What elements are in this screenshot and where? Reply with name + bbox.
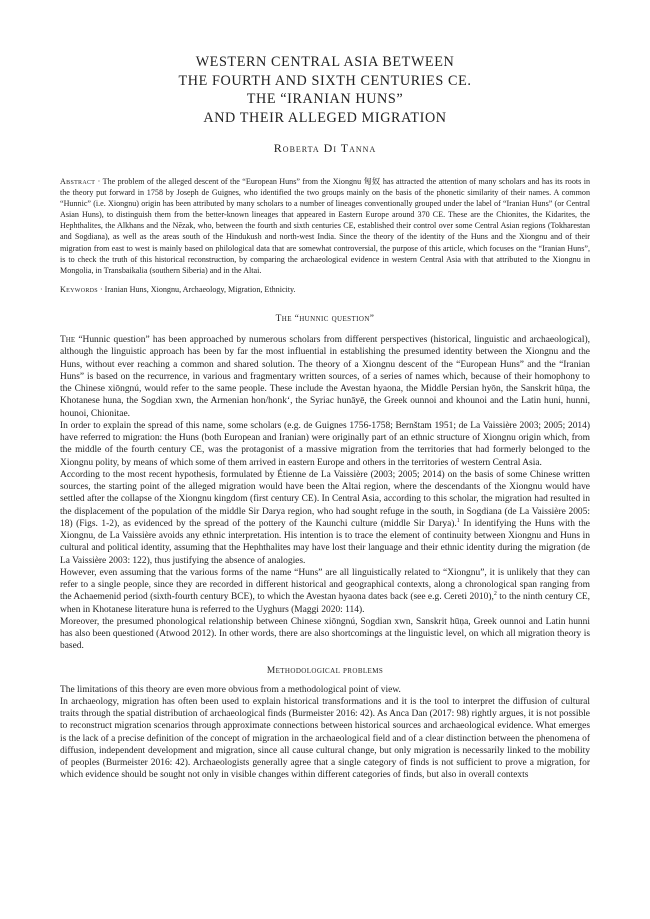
paragraph (60, 567, 590, 616)
author-name: Roberta Di Tanna (273, 141, 377, 155)
article-title-block (60, 0, 590, 156)
section-heading-hunnic-question: The “hunnic question” (275, 314, 375, 325)
paragraph-text: According to the most recent hypothesis, formulated by Étienne de La Vaissière (2003; 2005; 2014) on the basis of some Chinese written sources, the starting point of the alleged migration would have been the Altai region, where the descendants of the Xiongnu would have settled after the collapse of the Xiongnu kingdom (first century CE). In Central Asia, according to this scholar, the migration had resulted in the displacement of the population of the middle Sir Darya region, who had sought refuge in the south, in Sogdiana (de La Vaissière 2005: 18) (Figs. 1-2), as evidenced by the spread of the pottery of the Kaunchi culture (middle Sir Darya). (60, 469, 590, 529)
title-line-3: THE “IRANIAN HUNS” (246, 91, 404, 107)
paragraph: In archaeology, migration has often been used to explain historical transformations and it is the tool to interpret the diffusion of cultural traits through the spatial distribution of archaeological finds (Burmeister 2016: 42). As Anca Dan (2017: 98) rightly argues, it is not possible to reconstruct migration scenarios through approximate connections between historical sources and archaeological evidence. What emerges is the lack of a precise definition of the concept of migration in the archaeological field and of a clear distinction between the phenomena of diffusion, independent development and migration, since all cause cultural change, but only migration is necessarily linked to the mobility of peoples (Burmeister 2016: 42). Archaeologists generally agree that a single category of finds is not sufficient to prove a migration, for which evidence should be sought not only in visible changes within different categories of finds, but also in overall contexts (60, 696, 590, 781)
paragraph (60, 469, 590, 567)
abstract (60, 176, 590, 276)
paragraph-text: “Hunnic question” has been approached by numerous scholars from different perspectives (historical, linguistic and archaeological), although the linguistic approach has been by far the most influential in establishing the presumed identity between the Xiongnu and the Huns, without ever reaching a common and shared solution. The theory of a Xiongnu descent of the “European Huns” and the “Iranian Huns” is based on the recurrence, in various and fragmentary written sources, of a series of names which, because of their homophony to the Chinese xiōngnú, would refer to the same people. These include the Avestan hyaona, the Middle Persian hyōn, the Sanskrit hūṇa, the Khotanese huna, the Sogdian xwn, the Armenian hon/honkʻ, the Syriac hunāyē, the Greek ounnoi and khounoi and the Latin huni, hunni, hounoi, Chionitae. (60, 335, 590, 419)
footnote-marker[interactable]: 1 (456, 517, 460, 524)
paragraph: The limitations of this theory are even more obvious from a methodological point of view. (60, 684, 401, 695)
keywords-text: Iranian Huns, Xiongnu, Archaeology, Migration, Ethnicity. (104, 284, 296, 294)
paragraph-text: In identifying the Huns with the Xiongnu, de La Vaissière avoids any ethnic interpretation. His intention is to trace the element of continuity between Xiongnu and Huns in cultural and political identity, assuming that the Hephthalites may have lost their language and their ethnic identity during the migration (de La Vaissière 2003: 122), thus justifying the absence of analogies. (60, 518, 590, 566)
abstract-label: Abstract (60, 177, 96, 186)
title-line-4: AND THEIR ALLEGED MIGRATION (203, 109, 447, 126)
title-line-1: WESTERN CENTRAL ASIA BETWEEN (195, 54, 455, 70)
paragraph: Moreover, the presumed phonological relationship between Chinese xiōngnú, Sogdian xwn, Sanskrit hūṇa, Greek ounnoi and Latin hunni has also been questioned (Atwood 2012). In other words, there are also shortcomings at the linguistic level, on which all migration theory is based. (60, 616, 590, 652)
paragraph-text: to the ninth century CE, when in Khotanese literature huna is referred to the Uyghurs (Maggi 2020: 114). (60, 592, 590, 615)
keywords-label: Keywords (60, 284, 98, 294)
paragraph (60, 334, 590, 420)
keywords (60, 284, 590, 295)
title-line-2: THE FOURTH AND SIXTH CENTURIES CE. (178, 72, 472, 89)
paragraph-first-word: The (60, 335, 76, 346)
paragraph-text: However, even assuming that the various forms of the name “Huns” are all linguistically related to “Xiongnu”, it is unlikely that they can refer to a single people, since they are recorded in different historical and geographical contexts, along a chronological span ranging from the Achaemenid period (sixth-fourth century BCE), to which the Avestan hyaona dates back (see e.g. Cereti 2010), (60, 567, 590, 603)
paragraph: In order to explain the spread of this name, some scholars (e.g. de Guignes 1756-1758; Bernštam 1951; de La Vaissière 2003; 2005; 2014) have referred to migration: the Huns (both European and Iranian) were originally part of an ethnic structure of Xiongnu origin which, from the middle of the fourth century CE, was the protagonist of a massive migration from the territories that had formerly belonged to the Xiongnu polity, by means of which some of them arrived in eastern Europe and others in the territories of western Central Asia. (60, 420, 590, 468)
abstract-separator: · (95, 177, 103, 186)
footnote-marker[interactable]: 2 (493, 591, 497, 598)
section-heading-methodological-problems: Methodological problems (266, 665, 384, 676)
keywords-separator: · (97, 284, 105, 294)
abstract-text: The problem of the alleged descent of the “European Huns” from the Xiongnu 匈奴 has attracted the attention of many scholars and has its roots in the theory put forward in 1758 by Joseph de Guignes, who identified the two groups mainly on the basis of the phonetic similarity of their names. A common “Hunnic” (i.e. Xiongnu) origin has been attributed by many scholars to a number of lineages conventionally grouped under the label of “Iranian Huns” (or Central Asian Huns), to distinguish them from the better-known lineages that appeared in Eastern Europe around 370 CE. These are the Chionites, the Kidarites, the Hephthalites, the Alkhans and the Nēzak, who, between the fourth and sixth centuries CE, established their control over some Central Asian regions (Tokharestan and Sogdiana), as well as the areas south of the Hindukush and north-west India. Since the theory of the identity of the Huns and the Xiongnu and of their migration from east to west is mainly based on philological data that are somewhat controversial, the purpose of this article, which focuses on the “Iranian Huns”, is to check the truth of this historical reconstruction, by comparing the archaeological evidence in western Central Asia with that attributed to the Xiongnu in Mongolia, in Transbaikalia (southern Siberia) and in the Altai. (60, 177, 590, 275)
